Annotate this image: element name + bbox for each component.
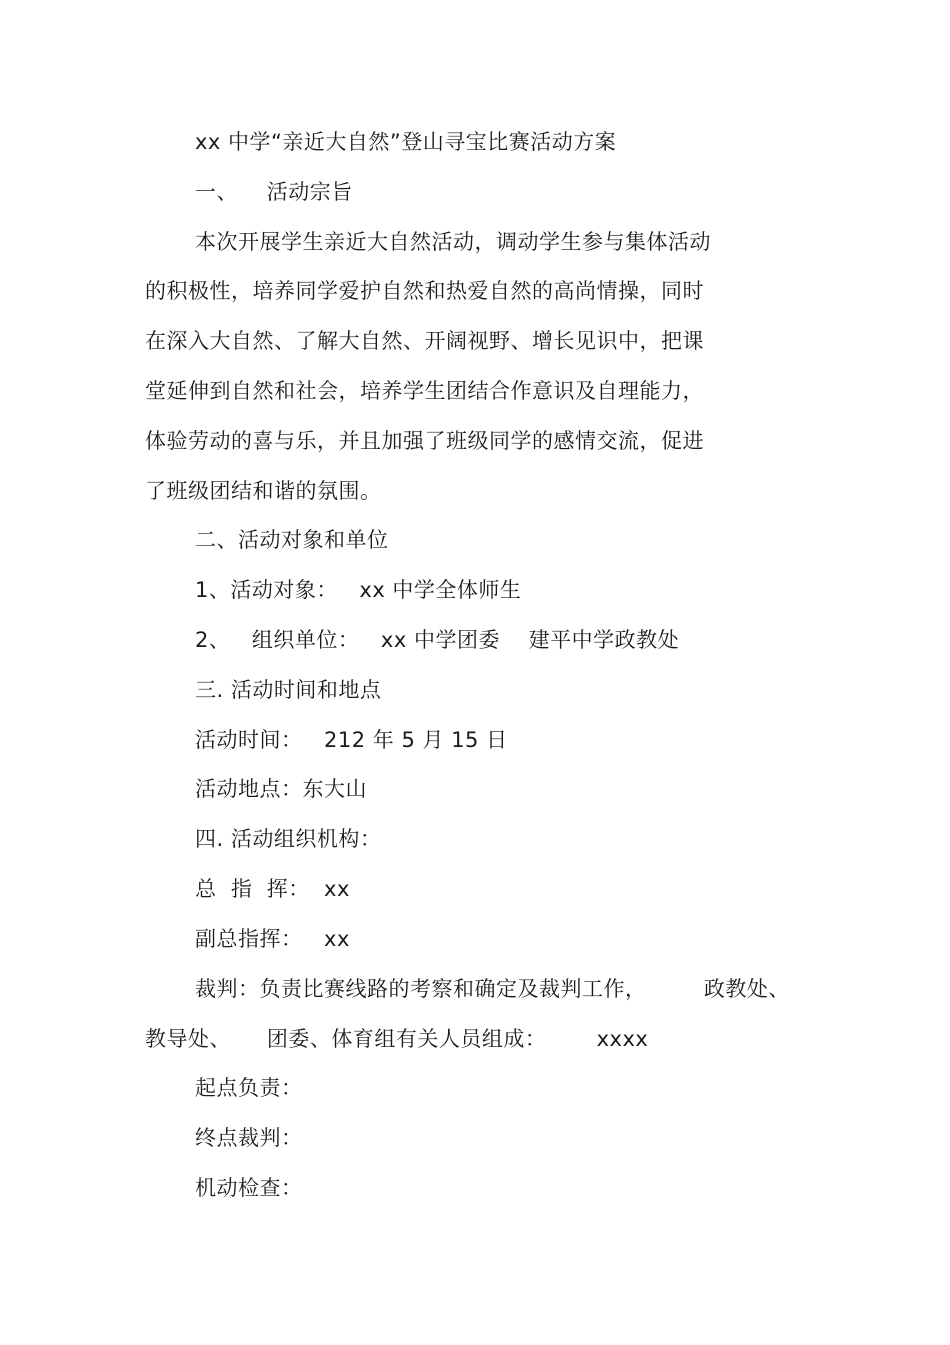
section1-heading: 一、 活动宗旨: [195, 180, 353, 204]
end-point-referee: 终点裁判：: [195, 1126, 303, 1150]
vice-commander: 副总指挥： xx: [195, 927, 350, 951]
section2-heading: 二、活动对象和单位: [195, 528, 389, 552]
paragraph-line: 了班级团结和谐的氛围。: [145, 479, 382, 503]
referee-line: 教导处、 团委、体育组有关人员组成： xxxx: [145, 1027, 649, 1051]
section3-heading: 三. 活动时间和地点: [195, 678, 382, 702]
section4-heading: 四. 活动组织机构：: [195, 827, 382, 851]
activity-place: 活动地点：东大山: [195, 777, 367, 801]
mobile-inspection: 机动检查：: [195, 1176, 303, 1200]
paragraph-line: 体验劳动的喜与乐，并且加强了班级同学的感情交流，促进: [145, 429, 704, 453]
paragraph-line: 的积极性，培养同学爱护自然和热爱自然的高尚情操，同时: [145, 279, 704, 303]
commander: 总 指 挥： xx: [195, 877, 350, 901]
section2-item-target: 1、活动对象： xx 中学全体师生: [195, 578, 522, 602]
paragraph-line: 本次开展学生亲近大自然活动，调动学生参与集体活动: [195, 230, 711, 254]
section2-item-organizer: 2、 组织单位： xx 中学团委 建平中学政教处: [195, 628, 680, 652]
activity-time: 活动时间： 212 年 5 月 15 日: [195, 728, 508, 752]
paragraph-line: 堂延伸到自然和社会，培养学生团结合作意识及自理能力，: [145, 379, 704, 403]
document-title: xx 中学“亲近大自然”登山寻宝比赛活动方案: [195, 130, 617, 154]
paragraph-line: 在深入大自然、了解大自然、开阔视野、增长见识中，把课: [145, 329, 704, 353]
start-point-lead: 起点负责：: [195, 1076, 303, 1100]
referee-line: 裁判：负责比赛线路的考察和确定及裁判工作， 政教处、: [195, 977, 790, 1001]
